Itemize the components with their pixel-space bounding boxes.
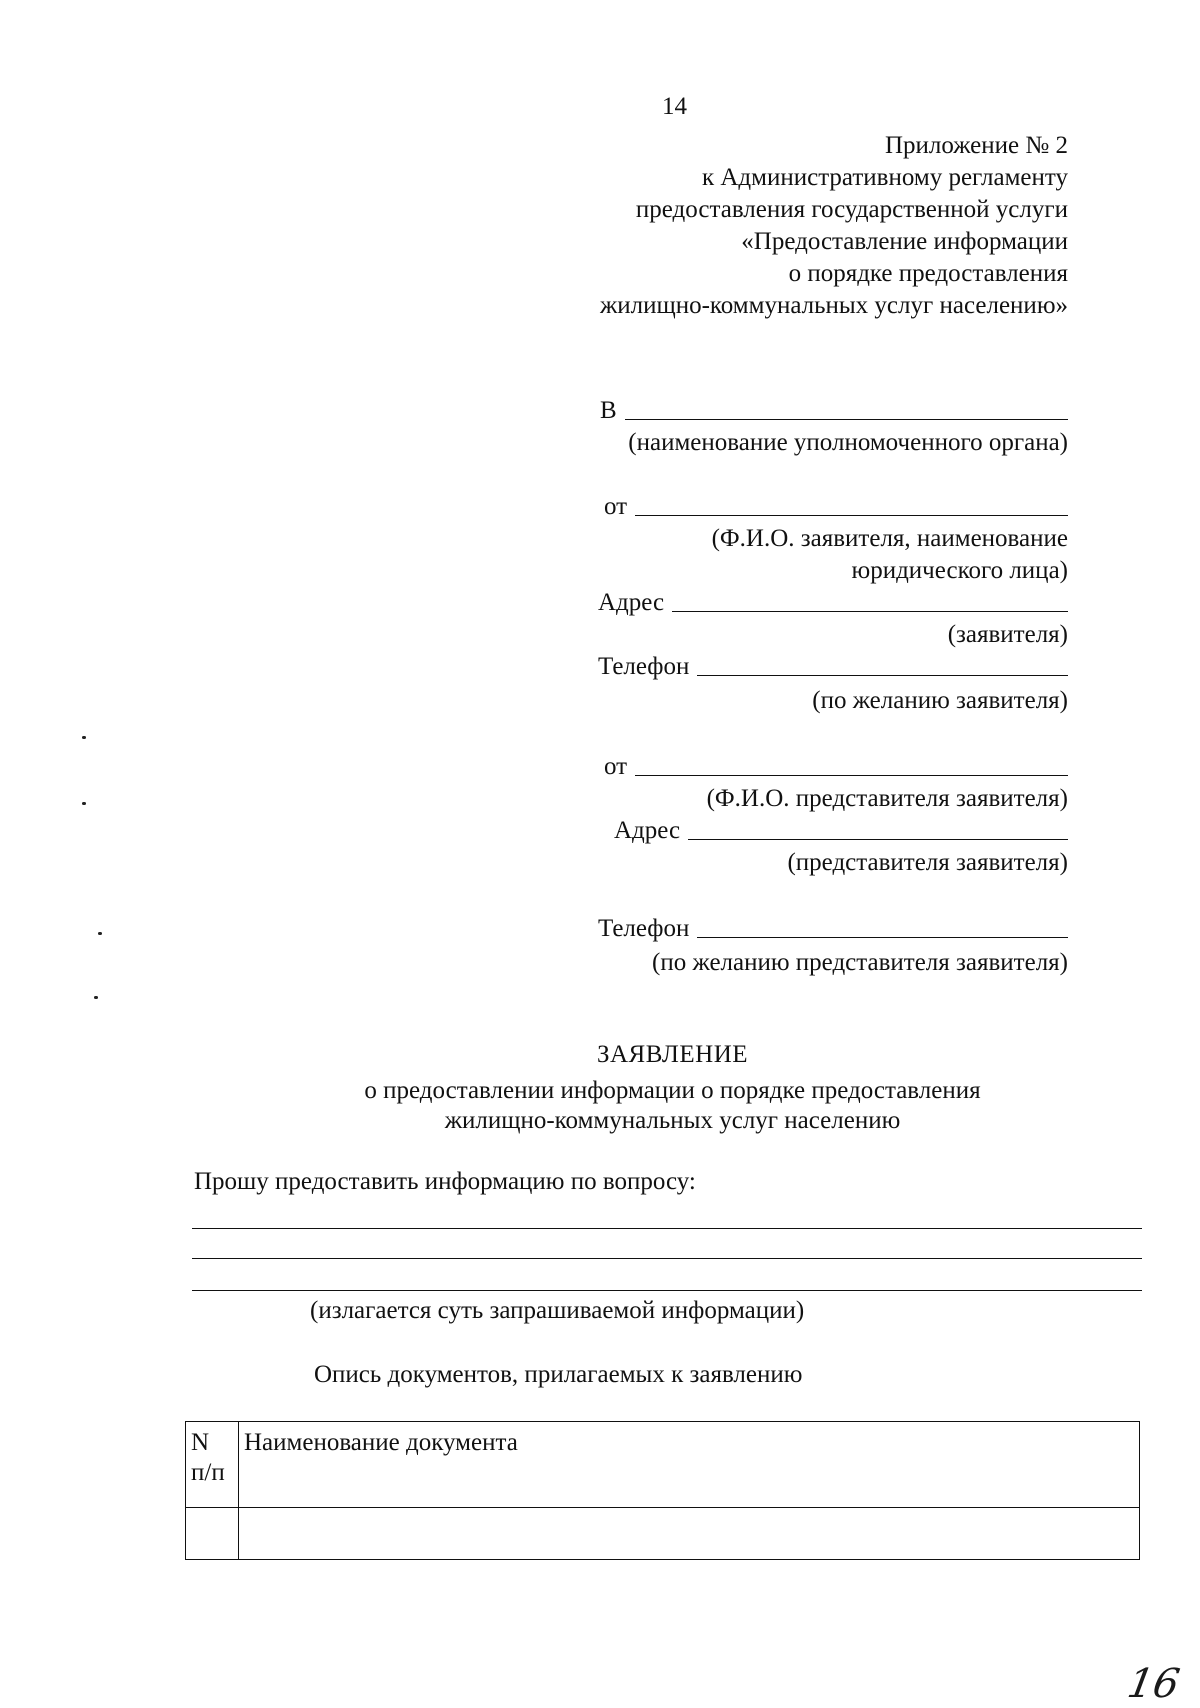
applicant-address-field[interactable] xyxy=(598,588,1068,618)
scan-speck xyxy=(82,802,86,805)
handwritten-page-number: 16 xyxy=(1123,1661,1183,1707)
appendix-line: Приложение № 2 xyxy=(884,132,1068,159)
applicant-name-hint-1: (Ф.И.О. заявителя, наименование xyxy=(711,525,1068,552)
address-label: Адрес xyxy=(598,589,665,616)
representative-address-field[interactable] xyxy=(614,816,1068,846)
column-number-n: N xyxy=(191,1429,210,1456)
table-row[interactable] xyxy=(186,1508,1140,1560)
representative-name-field[interactable] xyxy=(604,752,1068,782)
to-authority-field[interactable] xyxy=(600,396,1068,426)
applicant-phone-hint: (по желанию заявителя) xyxy=(812,687,1068,714)
applicant-name-field[interactable] xyxy=(604,492,1068,522)
appendix-line: жилищно-коммунальных услуг населению» xyxy=(599,292,1068,319)
scan-speck xyxy=(94,996,98,999)
to-authority-hint: (наименование уполномоченного органа) xyxy=(628,429,1068,456)
applicant-address-hint: (заявителя) xyxy=(947,621,1068,648)
from-label: от xyxy=(604,493,628,520)
representative-address-hint: (представителя заявителя) xyxy=(787,849,1068,876)
scan-speck xyxy=(98,932,102,935)
to-line[interactable] xyxy=(625,419,1068,420)
statement-title: ЗАЯВЛЕНИЕ xyxy=(596,1041,749,1068)
scan-speck xyxy=(82,736,86,739)
column-document-name: Наименование документа xyxy=(239,1422,1140,1508)
table-cell-number[interactable] xyxy=(186,1508,239,1560)
rep-address-line[interactable] xyxy=(688,839,1068,840)
representative-phone-field[interactable] xyxy=(598,914,1068,944)
essence-hint: (излагается суть запрашиваемой информации) xyxy=(310,1297,805,1324)
request-text: Прошу предоставить информацию по вопросу: xyxy=(194,1168,696,1195)
phone-line[interactable] xyxy=(697,675,1068,676)
from-line[interactable] xyxy=(635,515,1068,516)
page-number: 14 xyxy=(662,93,687,120)
appendix-line: к Административному регламенту xyxy=(701,164,1068,191)
column-number xyxy=(186,1422,239,1508)
appendix-header xyxy=(468,130,1068,322)
rep-address-label: Адрес xyxy=(614,817,681,844)
appendix-line: предоставления государственной услуги xyxy=(635,196,1068,223)
representative-phone-hint: (по желанию представителя заявителя) xyxy=(652,949,1068,976)
applicant-phone-field[interactable] xyxy=(598,652,1068,682)
rep-phone-label: Телефон xyxy=(598,915,690,942)
rep-from-label: от xyxy=(604,753,628,780)
phone-label: Телефон xyxy=(598,653,690,680)
representative-name-hint: (Ф.И.О. представителя заявителя) xyxy=(706,785,1068,812)
statement-subtitle-1: о предоставлении информации о порядке предоставления xyxy=(364,1077,981,1104)
table-cell-document[interactable] xyxy=(239,1508,1140,1560)
request-line-3[interactable] xyxy=(192,1290,1142,1291)
address-line[interactable] xyxy=(672,611,1068,612)
inventory-title: Опись документов, прилагаемых к заявлению xyxy=(314,1361,803,1388)
statement-subtitle-2: жилищно-коммунальных услуг населению xyxy=(444,1107,901,1134)
rep-phone-line[interactable] xyxy=(697,937,1068,938)
table-header-row xyxy=(186,1422,1140,1508)
rep-from-line[interactable] xyxy=(635,775,1068,776)
to-label: В xyxy=(600,397,617,424)
applicant-name-hint-2: юридического лица) xyxy=(851,557,1068,584)
documents-table xyxy=(185,1421,1140,1560)
request-line-1[interactable] xyxy=(192,1228,1142,1229)
column-number-pp: п/п xyxy=(191,1459,225,1486)
appendix-line: о порядке предоставления xyxy=(788,260,1068,287)
request-line-2[interactable] xyxy=(192,1258,1142,1259)
appendix-line: «Предоставление информации xyxy=(741,228,1068,255)
